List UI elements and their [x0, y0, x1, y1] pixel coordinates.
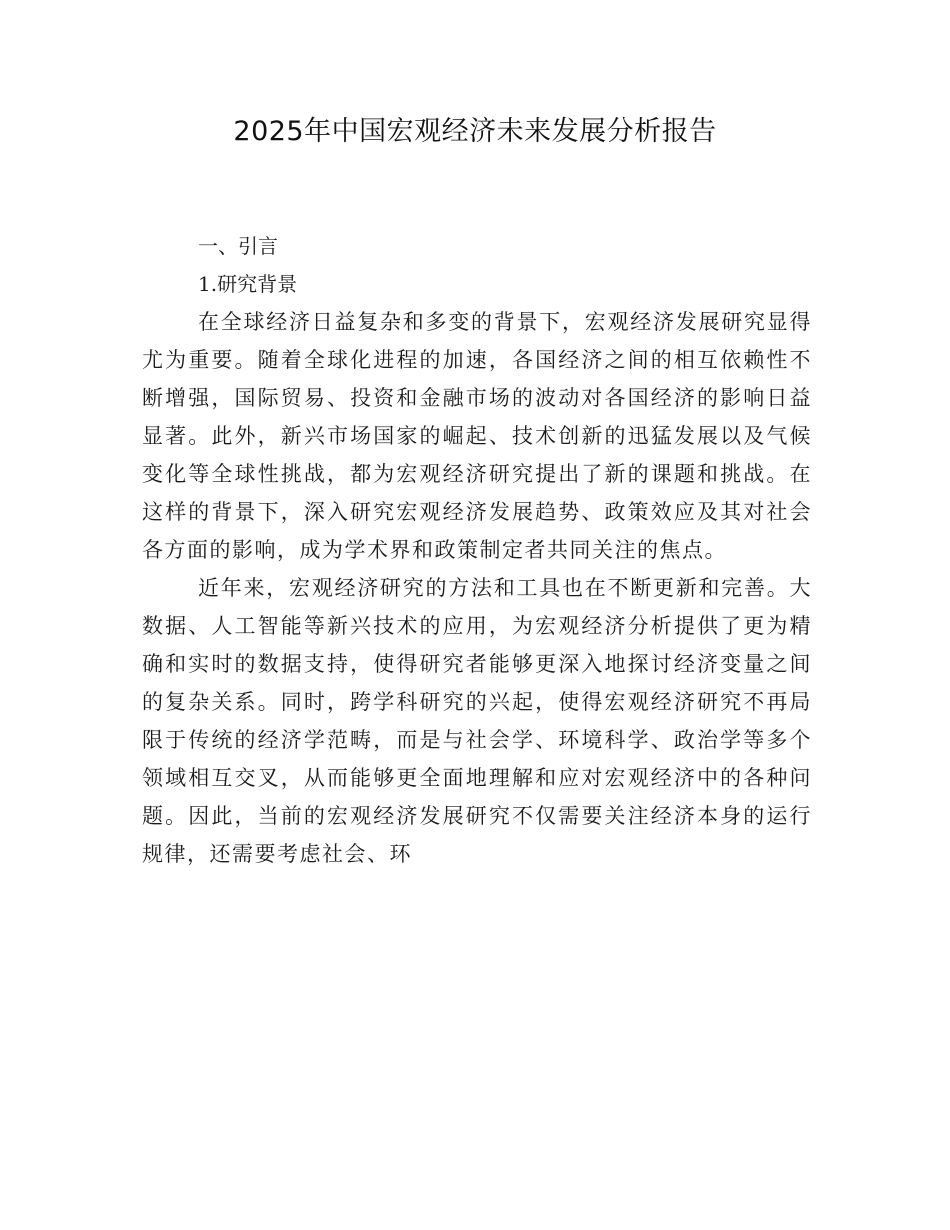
document-title: 2025年中国宏观经济未来发展分析报告: [233, 116, 717, 147]
document-body: [142, 227, 812, 873]
body-paragraph: 近年来，宏观经济研究的方法和工具也在不断更新和完善。大数据、人工智能等新兴技术的应用，为宏观经济分析提供了更为精确和实时的数据支持，使得研究者能够更深入地探讨经济变量之间的复杂关系。同时，跨学科研究的兴起，使得宏观经济研究不再局限于传统的经济学范畴，而是与社会学、环境科学、政治学等多个领域相互交叉，从而能够更全面地理解和应对宏观经济中的各种问题。因此，当前的宏观经济发展研究不仅需要关注经济本身的运行规律，还需要考虑社会、环: [142, 576, 812, 866]
section-heading: 一、引言: [198, 234, 278, 258]
body-paragraph: 在全球经济日益复杂和多变的背景下，宏观经济发展研究显得尤为重要。随着全球化进程的加速，各国经济之间的相互依赖性不断增强，国际贸易、投资和金融市场的波动对各国经济的影响日益显著。此外，新兴市场国家的崛起、技术创新的迅猛发展以及气候变化等全球性挑战，都为宏观经济研究提出了新的课题和挑战。在这样的背景下，深入研究宏观经济发展趋势、政策效应及其对社会各方面的影响，成为学术界和政策制定者共同关注的焦点。: [142, 310, 812, 562]
subsection-heading: 1.研究背景: [198, 272, 298, 296]
